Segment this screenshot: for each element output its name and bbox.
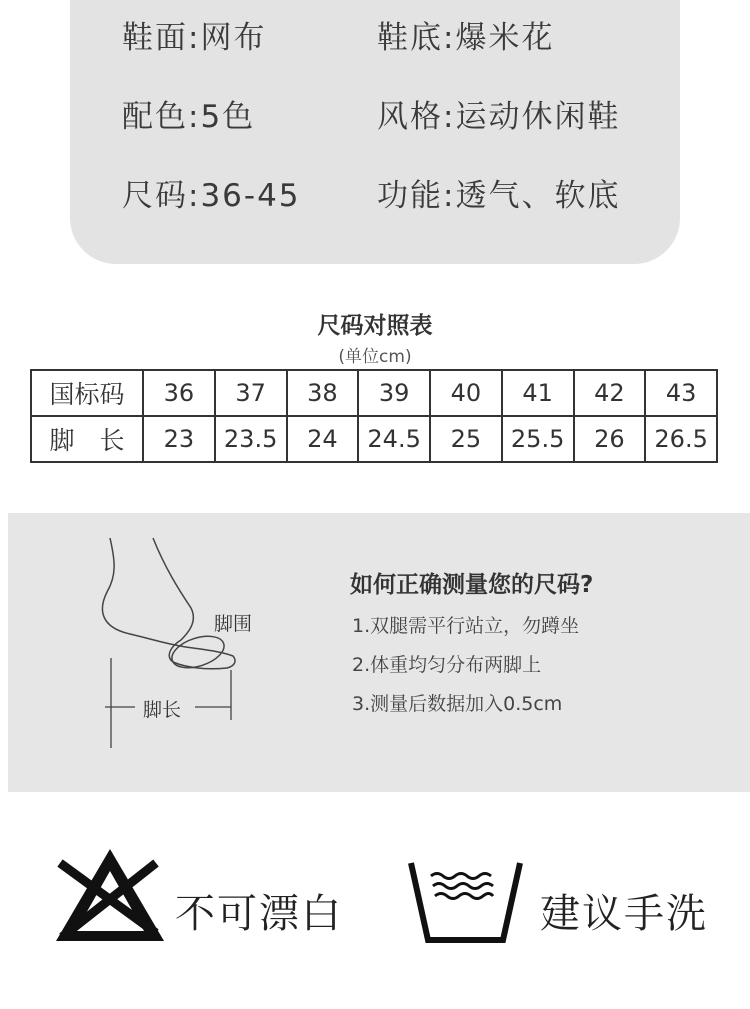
size-cell: 42 [574, 370, 646, 416]
size-cell: 40 [430, 370, 502, 416]
length-row-label: 脚 长 [31, 416, 143, 462]
size-cell: 36 [143, 370, 215, 416]
spec-function: 功能:透气、软底 [377, 178, 621, 214]
length-cell: 23 [143, 416, 215, 462]
size-chart-table [30, 369, 718, 463]
spec-sole: 鞋底:爆米花 [377, 20, 555, 56]
size-cell: 41 [502, 370, 574, 416]
length-cell: 24.5 [358, 416, 430, 462]
no-bleach-label: 不可漂白 [175, 891, 343, 937]
size-chart-title: 尺码对照表 [317, 313, 433, 339]
spec-sizes: 尺码:36-45 [122, 178, 301, 214]
size-chart-unit: (单位cm) [338, 347, 412, 367]
length-row [31, 416, 717, 462]
length-cell: 26 [574, 416, 646, 462]
size-cell: 38 [287, 370, 359, 416]
spec-colors: 配色:5色 [122, 99, 256, 135]
length-cell: 26.5 [645, 416, 717, 462]
girth-label: 脚围 [214, 613, 253, 635]
length-cell: 25 [430, 416, 502, 462]
size-row-label: 国标码 [31, 370, 143, 416]
size-row [31, 370, 717, 416]
measure-step: 3.测量后数据加入0.5cm [352, 693, 563, 715]
size-cell: 43 [645, 370, 717, 416]
length-cell: 25.5 [502, 416, 574, 462]
no-bleach-icon [52, 845, 168, 945]
measure-step: 1.双腿需平行站立，勿蹲坐 [352, 615, 580, 637]
measure-step: 2.体重均匀分布两脚上 [352, 654, 542, 676]
hand-wash-icon [405, 860, 527, 946]
spec-style: 风格:运动休闲鞋 [377, 99, 621, 135]
spec-upper: 鞋面:网布 [122, 20, 267, 56]
hand-wash-label: 建议手洗 [540, 891, 708, 937]
size-cell: 39 [358, 370, 430, 416]
length-label: 脚长 [143, 699, 182, 721]
length-cell: 23.5 [215, 416, 287, 462]
size-cell: 37 [215, 370, 287, 416]
measure-title: 如何正确测量您的尺码? [350, 572, 594, 598]
length-cell: 24 [287, 416, 359, 462]
